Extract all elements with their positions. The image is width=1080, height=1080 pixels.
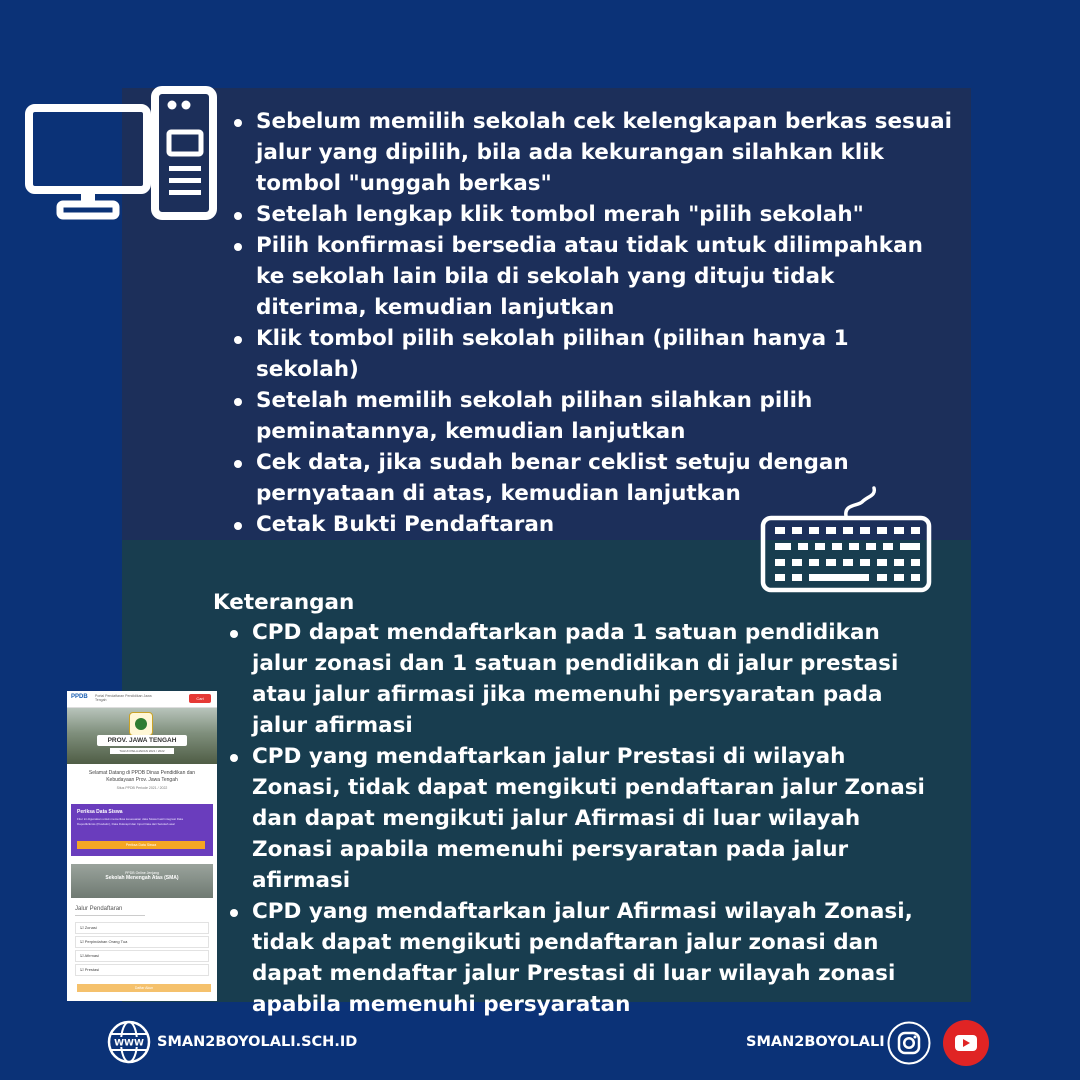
note-item: CPD yang mendaftarkan jalur Prestasi di wilayah Zonasi, tidak dapat mengikuti pendaftaran jalur Zonasi dan dapat mengikuti jalur Afirmasi di luar wilayah Zonasi apabila memenuhi persyaratan pada jalur afirmasi <box>228 741 928 896</box>
jalur-option-label: Prestasi <box>84 967 100 972</box>
school-year: TAHUN PELAJARAN 2021 / 2022 <box>110 748 174 754</box>
website-text[interactable]: SMAN2BOYOLALI.SCH.ID <box>157 1034 358 1050</box>
step-item: Cetak Bukti Pendaftaran <box>232 509 952 540</box>
jalur-option[interactable]: ☑ Zonasi <box>75 922 209 934</box>
step-item: Pilih konfirmasi bersedia atau tidak untuk dilimpahkan ke sekolah lain bila di sekolah yang dituju tidak diterima, kemudian lanjutkan <box>232 230 952 323</box>
jalur-title: Jalur Pendaftaran <box>75 906 123 912</box>
ppdb-header <box>67 691 217 708</box>
check-data-text: Fitur ini digunakan untuk memeriksa kesesuaian data Siswa hasil integrasi Data Dapodik/Emis (Pusdatin), Data Dukcapil dan Input Data dari Sekolah asal <box>77 817 184 826</box>
welcome-text: Selamat Datang di PPDB Dinas Pendidikan dan Kebudayaan Prov. Jawa Tengah <box>88 770 196 783</box>
globe-icon[interactable] <box>107 1020 151 1064</box>
notes-title: Keterangan <box>213 590 355 615</box>
jalur-option-label: Afirmasi <box>84 953 99 958</box>
ppdb-header-subtitle: Portal Pendaftaran Pendidikan Jawa Tengah <box>95 694 152 702</box>
sma-banner <box>71 864 213 898</box>
register-button[interactable]: Daftar Akun <box>77 984 211 992</box>
jalur-option-label: Perpindahan Orang Tua <box>84 939 128 944</box>
check-data-card <box>71 804 213 856</box>
svg-text:WWW: WWW <box>114 1038 144 1049</box>
divider <box>75 915 145 916</box>
ppdb-screenshot <box>67 691 217 1001</box>
computer-icon <box>24 86 220 222</box>
step-item: Setelah lengkap klik tombol merah "pilih sekolah" <box>232 199 952 230</box>
note-item: CPD yang mendaftarkan jalur Afirmasi wilayah Zonasi, tidak dapat mengikuti pendaftaran jalur zonasi dan dapat mendaftar jalur Prestasi di luar wilayah zonasi apabila memenuhi persyaratan <box>228 896 928 1020</box>
search-button[interactable]: Cari <box>189 694 211 703</box>
ppdb-logo: PPDB <box>71 694 88 700</box>
steps-list <box>232 106 952 540</box>
jalur-option[interactable]: ☑ Perpindahan Orang Tua <box>75 936 209 948</box>
ppdb-hero <box>67 708 217 764</box>
check-data-button[interactable]: Periksa Data Siswa <box>77 841 205 849</box>
social-handle[interactable]: SMAN2BOYOLALI <box>746 1034 885 1050</box>
check-data-title: Periksa Data Siswa <box>77 809 123 815</box>
notes-list <box>228 617 928 1020</box>
youtube-icon[interactable] <box>942 1019 990 1067</box>
sma-banner-line1: PPDB Online Jenjang <box>125 871 159 875</box>
note-item: CPD dapat mendaftarkan pada 1 satuan pendidikan jalur zonasi dan 1 satuan pendidikan di jalur prestasi atau jalur afirmasi jika memenuhi persyaratan pada jalur afirmasi <box>228 617 928 741</box>
site-period: Situs PPDB Periode 2021 / 2022 <box>116 786 168 790</box>
jalur-option[interactable]: ☑ Prestasi <box>75 964 209 976</box>
step-item: Klik tombol pilih sekolah pilihan (pilihan hanya 1 sekolah) <box>232 323 952 385</box>
step-item: Sebelum memilih sekolah cek kelengkapan berkas sesuai jalur yang dipilih, bila ada kekurangan silahkan klik tombol "unggah berkas" <box>232 106 952 199</box>
jalur-option[interactable]: ☑ Afirmasi <box>75 950 209 962</box>
sma-banner-line2: Sekolah Menengah Atas (SMA) <box>105 875 179 881</box>
jalur-option-label: Zonasi <box>84 925 97 930</box>
step-item: Setelah memilih sekolah pilihan silahkan pilih peminatannya, kemudian lanjutkan <box>232 385 952 447</box>
instagram-icon[interactable] <box>887 1021 931 1065</box>
province-banner: PROV. JAWA TENGAH <box>97 735 187 746</box>
province-emblem-icon <box>129 712 153 736</box>
step-item: Cek data, jika sudah benar ceklist setuju dengan pernyataan di atas, kemudian lanjutkan <box>232 447 952 509</box>
